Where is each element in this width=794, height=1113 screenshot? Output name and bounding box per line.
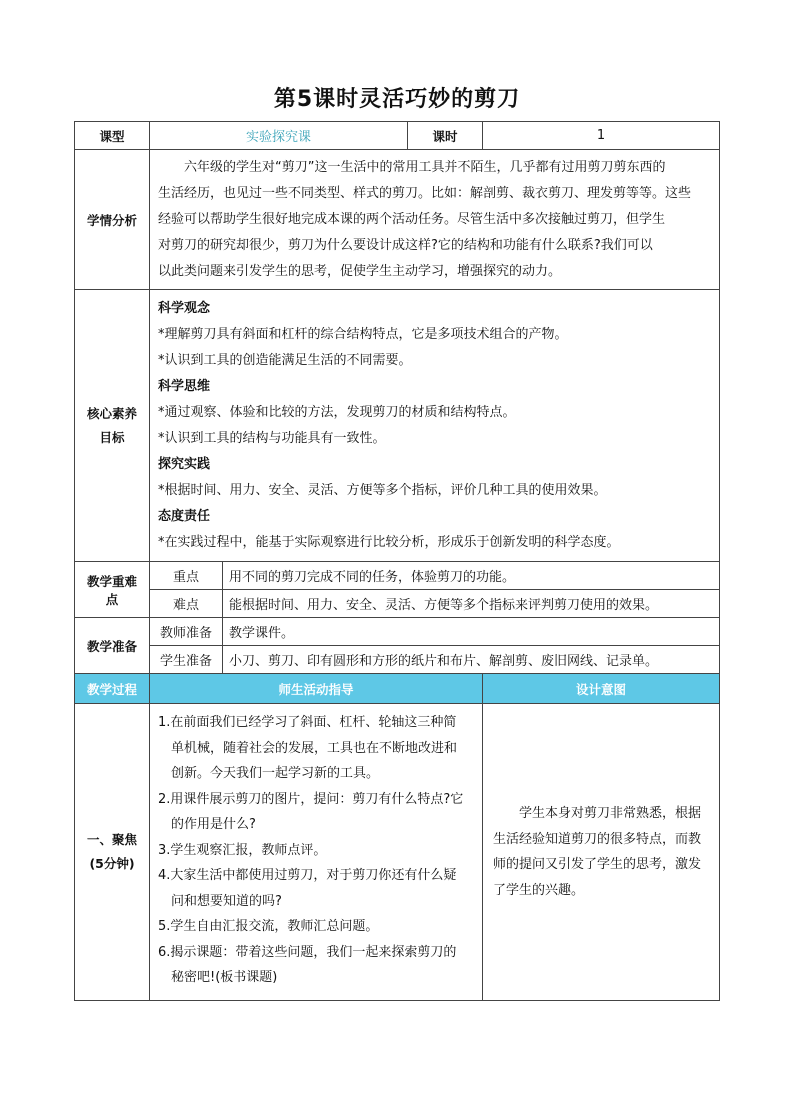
analysis-line: 对剪刀的研究却很少，剪刀为什么要设计成这样?它的结构和功能有什么联系?我们可以 [158, 237, 653, 253]
period-value: 1 [483, 122, 720, 150]
prep-label: 教学准备 [75, 618, 150, 674]
key-point-label: 重点 [150, 562, 223, 590]
process-header-col1: 教学过程 [75, 674, 150, 704]
analysis-line: 经验可以帮助学生很好地完成本课的两个活动任务。尽管生活中多次接触过剪刀，但学生 [158, 211, 666, 227]
goal-item: *通过观察、体验和比较的方法，发现剪刀的材质和结构特点。 [158, 404, 516, 420]
step-item: 6.揭示课题：带着这些问题，我们一起来探索剪刀的秘密吧!(板书课题) [158, 944, 457, 985]
analysis-line: 以此类问题来引发学生的思考，促使学生主动学习，增强探究的动力。 [158, 263, 562, 279]
design-intent-text: 学生本身对剪刀非常熟悉，根据生活经验知道剪刀的很多特点，而教师的提问又引发了学生的思考，激发了学生的兴趣。 [493, 806, 702, 898]
row-teacher-prep [75, 618, 720, 646]
student-prep-value: 小刀、剪刀、印有圆形和方形的纸片和布片、解剖剪、废旧网线、记录单。 [223, 646, 720, 674]
step-item: 2.用课件展示剪刀的图片，提问：剪刀有什么特点?它的作用是什么? [158, 791, 464, 832]
goal-heading: 态度责任 [158, 508, 211, 524]
student-prep-label: 学生准备 [150, 646, 223, 674]
row-analysis [75, 150, 720, 290]
page-title: 第5课时灵活巧妙的剪刀 [273, 87, 521, 112]
stage1-label-line2: (5分钟) [89, 856, 135, 871]
stage1-steps [150, 704, 483, 1001]
row-student-prep [75, 646, 720, 674]
stage1-label [75, 704, 150, 1001]
analysis-text [150, 150, 720, 290]
process-header-col3: 设计意图 [483, 674, 720, 704]
row-lesson-type [75, 122, 720, 150]
goals-label-line2: 目标 [99, 429, 125, 445]
goals-label [75, 290, 150, 562]
analysis-label: 学情分析 [75, 150, 150, 290]
row-goals [75, 290, 720, 562]
goal-item: *在实践过程中，能基于实际观察进行比较分析，形成乐于创新发明的科学态度。 [158, 534, 620, 550]
step-item: 4.大家生活中都使用过剪刀，对于剪刀你还有什么疑问和想要知道的吗? [158, 868, 457, 909]
row-stage1 [75, 704, 720, 1001]
step-item: 3.学生观察汇报，教师点评。 [158, 842, 327, 858]
goal-heading: 科学思维 [158, 378, 211, 394]
keypoints-label: 教学重难点 [75, 562, 150, 618]
process-header-row [75, 674, 720, 704]
step-item: 5.学生自由汇报交流，教师汇总问题。 [158, 919, 379, 934]
goal-heading: 探究实践 [158, 456, 211, 472]
teacher-prep-value: 教学课件。 [223, 618, 720, 646]
step-item: 1.在前面我们已经学习了斜面、杠杆、轮轴这三种简单机械，随着社会的发展，工具也在不断地改进和创新。今天我们一起学习新的工具。 [158, 715, 458, 781]
goal-item: *认识到工具的结构与功能具有一致性。 [158, 430, 386, 446]
goal-item: *理解剪刀具有斜面和杠杆的综合结构特点，它是多项技术组合的产物。 [158, 326, 568, 342]
goals-content [150, 290, 720, 562]
goal-item: *认识到工具的创造能满足生活的不同需要。 [158, 352, 412, 368]
lesson-type-label: 课型 [75, 122, 150, 150]
analysis-line: 六年级的学生对“剪刀”这一生活中的常用工具并不陌生，几乎都有过用剪刀剪东西的 [184, 159, 666, 175]
lesson-plan-table [74, 121, 720, 1001]
lesson-type-value: 实验探究课 [150, 122, 408, 150]
analysis-line: 生活经历，也见过一些不同类型、样式的剪刀。比如：解剖剪、裁衣剪刀、理发剪等等。这些 [158, 185, 692, 201]
row-difficult-point [75, 590, 720, 618]
goal-heading: 科学观念 [158, 300, 211, 316]
difficult-point-value: 能根据时间、用力、安全、灵活、方便等多个指标来评判剪刀使用的效果。 [223, 590, 720, 618]
goal-item: *根据时间、用力、安全、灵活、方便等多个指标，评价几种工具的使用效果。 [158, 482, 607, 498]
key-point-value: 用不同的剪刀完成不同的任务，体验剪刀的功能。 [223, 562, 720, 590]
goals-label-line1: 核心素养 [86, 405, 137, 421]
row-key-point [75, 562, 720, 590]
teacher-prep-label: 教师准备 [150, 618, 223, 646]
stage1-label-line1: 一、聚焦 [86, 832, 137, 847]
period-label: 课时 [408, 122, 483, 150]
process-header-col2: 师生活动指导 [150, 674, 483, 704]
stage1-design [483, 704, 720, 1001]
difficult-point-label: 难点 [150, 590, 223, 618]
